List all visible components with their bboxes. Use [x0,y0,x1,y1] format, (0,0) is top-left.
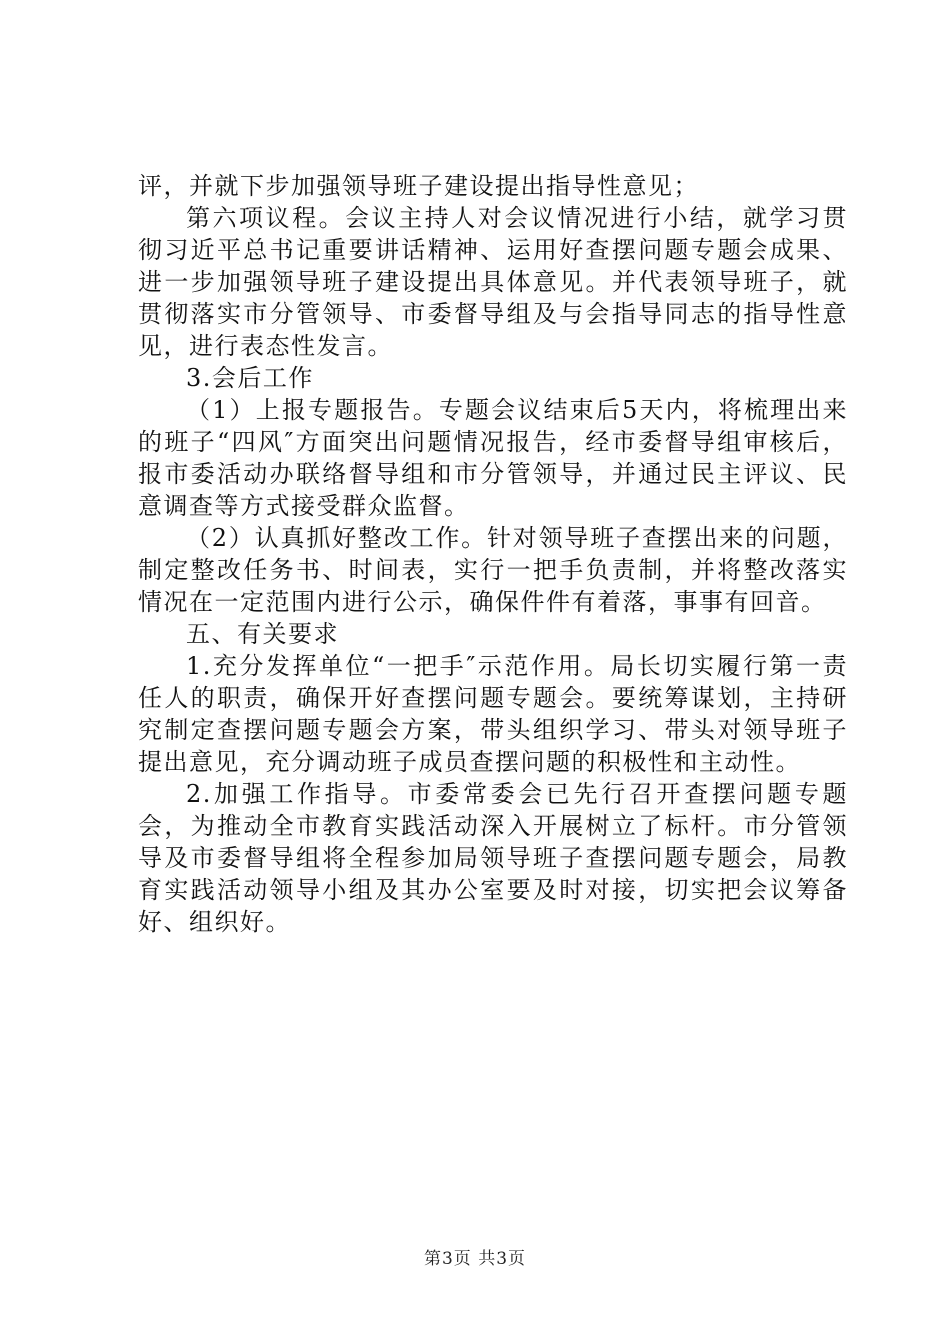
heading-requirements: 五、有关要求 [186,620,339,648]
document-body [138,170,848,938]
paragraph-agenda-six: 第六项议程。会议主持人对会议情况进行小结，就学习贯彻习近平总书记重要讲话精神、运用好查摆问题专题会成果、进一步加强领导班子建设提出具体意见。并代表领导班子，就贯彻落实市分管领导、市委督导组及与会指导同志的指导性意见，进行表态性发言。 [138,204,848,360]
page-number-footer: 第3页 共3页 [423,1249,527,1269]
paragraph-rectification: （2）认真抓好整改工作。针对领导班子查摆出来的问题，制定整改任务书、时间表，实行一把手负责制，并将整改落实情况在一定范围内进行公示，确保件件有着落，事事有回音。 [138,524,848,616]
paragraph-continuation: 评，并就下步加强领导班子建设提出指导性意见； [138,172,699,200]
paragraph-report: （1）上报专题报告。专题会议结束后5天内，将梳理出来的班子“四风″方面突出问题情况报告，经市委督导组审核后，报市委活动办联络督导组和市分管领导，并通过民主评议、民意调查等方式接受群众监督。 [138,396,848,520]
paragraph-requirement-two: 2.加强工作指导。市委常委会已先行召开查摆问题专题会，为推动全市教育实践活动深入开展树立了标杆。市分管领导及市委督导组将全程参加局领导班子查摆问题专题会，局教育实践活动领导小组及其办公室要及时对接，切实把会议筹备好、组织好。 [138,780,848,936]
paragraph-requirement-one: 1.充分发挥单位“一把手″示范作用。局长切实履行第一责任人的职责，确保开好查摆问题专题会。要统筹谋划，主持研究制定查摆问题专题会方案，带头组织学习、带头对领导班子提出意见，充分调动班子成员查摆问题的积极性和主动性。 [138,652,848,776]
heading-after-meeting-work: 3.会后工作 [186,364,314,392]
